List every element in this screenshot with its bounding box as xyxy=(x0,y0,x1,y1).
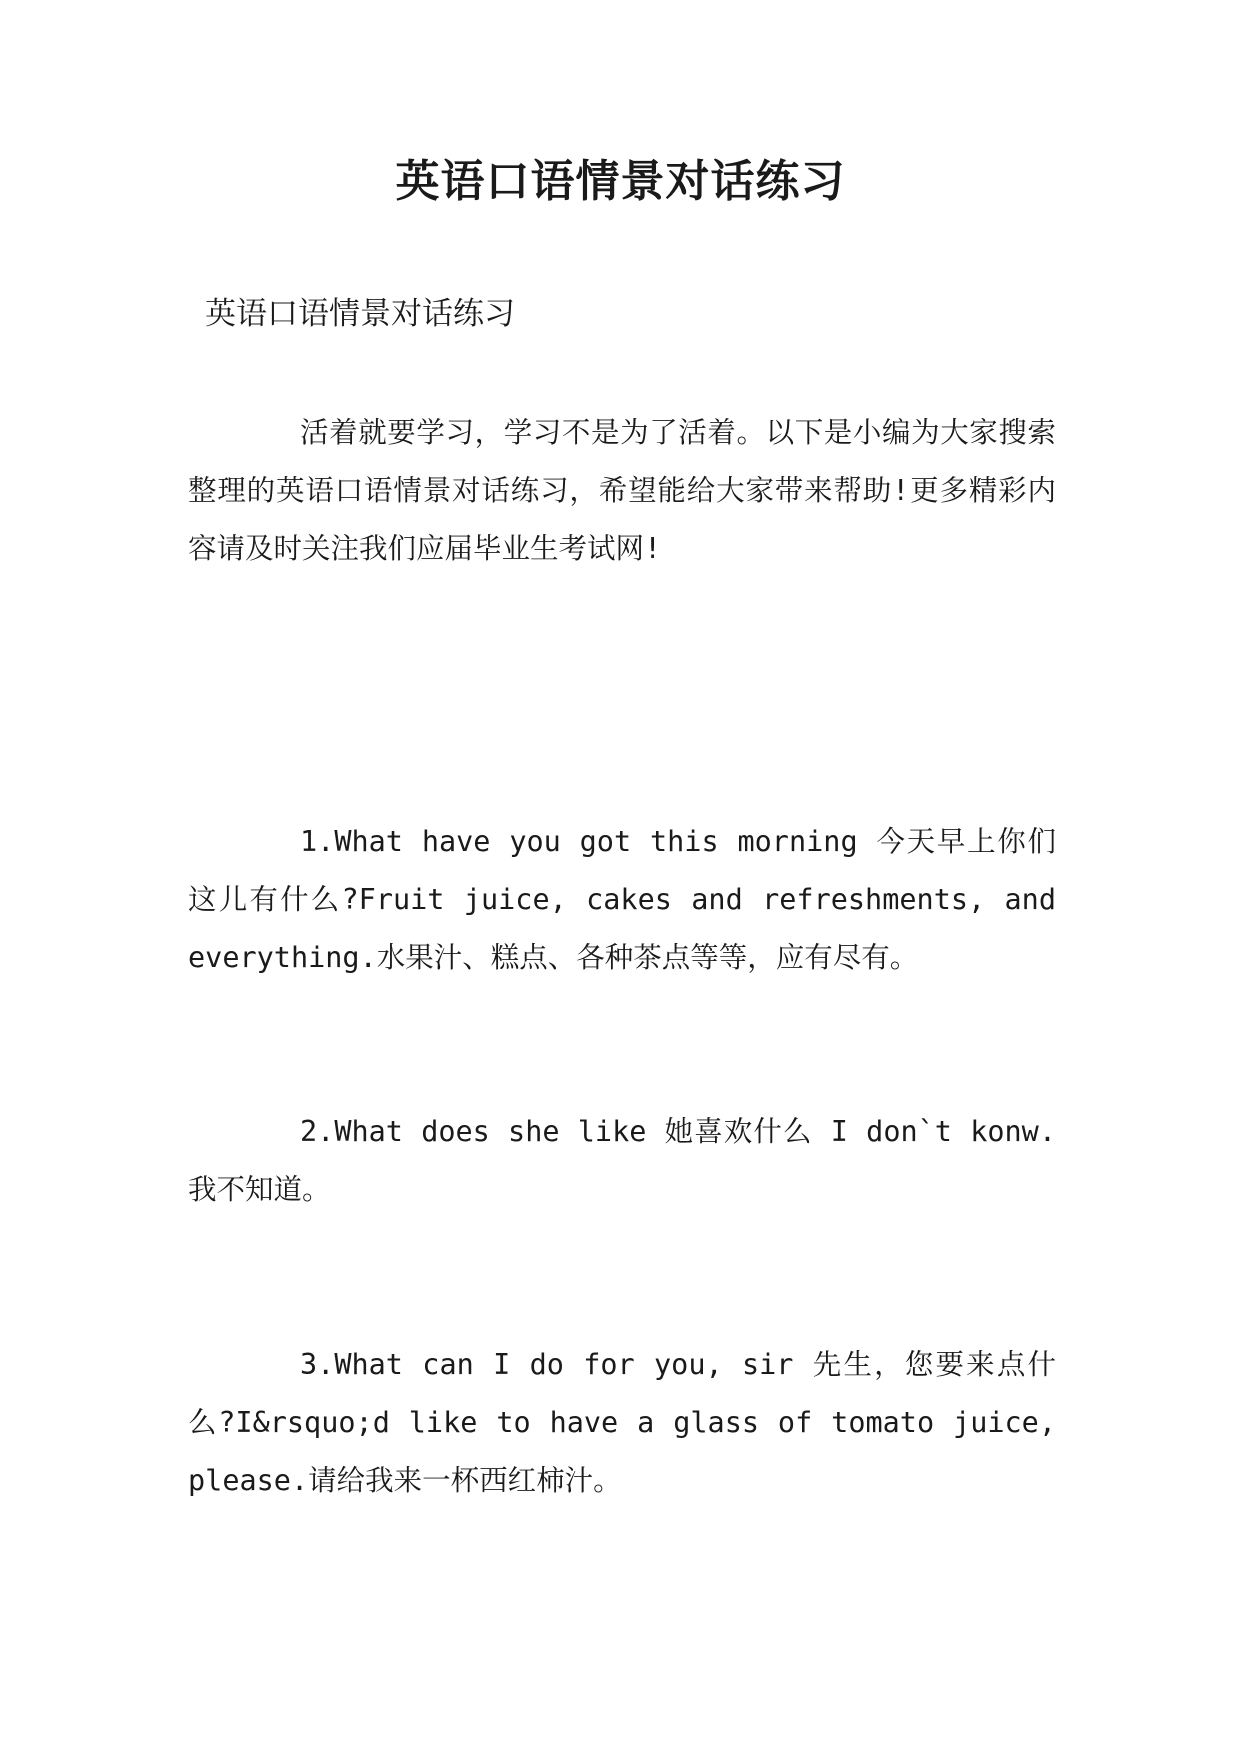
document-subtitle: 英语口语情景对话练习 xyxy=(205,296,515,332)
dialogue-paragraph-2: 2.What does she like 她喜欢什么 I don`t konw.我不知道。 xyxy=(188,1115,1056,1206)
intro-paragraph: 活着就要学习，学习不是为了活着。以下是小编为大家搜索整理的英语口语情景对话练习，希望能给大家带来帮助!更多精彩内容请及时关注我们应届毕业生考试网! xyxy=(188,416,1056,565)
dialogue-paragraph-1: 1.What have you got this morning 今天早上你们这儿有什么?Fruit juice, cakes and refreshments, and everything.水果汁、糕点、各种茶点等等，应有尽有。 xyxy=(188,825,1056,974)
dialogue-paragraph-3: 3.What can I do for you, sir 先生，您要来点什么?I&rsquo;d like to have a glass of tomato juice, please.请给我来一杯西红柿汁。 xyxy=(188,1348,1056,1497)
document-title: 英语口语情景对话练习 xyxy=(395,156,846,207)
